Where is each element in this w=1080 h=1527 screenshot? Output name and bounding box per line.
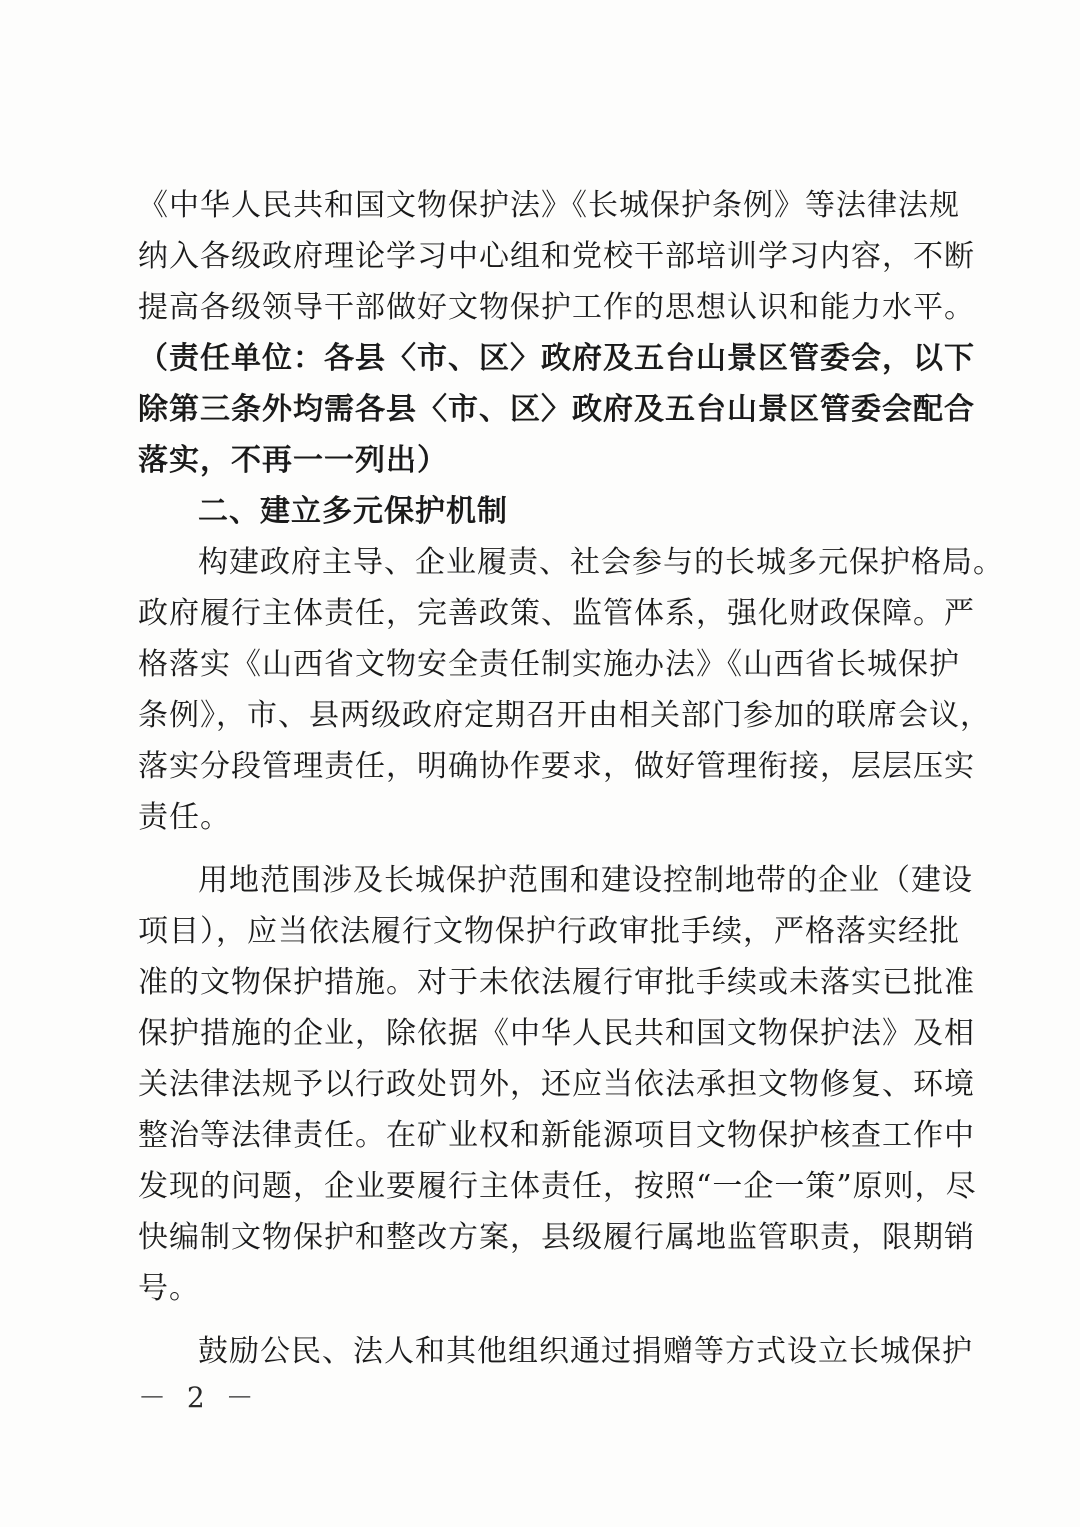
- body-line: 落实分段管理责任，明确协作要求，做好管理衔接，层层压实: [138, 749, 975, 784]
- body-line: 号。: [138, 1271, 200, 1306]
- body-line: 发现的问题，企业要履行主体责任，按照“一企一策”原则，尽: [138, 1169, 977, 1204]
- body-line: 关法律法规予以行政处罚外，还应当依法承担文物修复、环境: [138, 1067, 975, 1102]
- body-line: 用地范围涉及长城保护范围和建设控制地带的企业（建设: [198, 863, 973, 898]
- body-line: 构建政府主导、企业履责、社会参与的长城多元保护格局。: [198, 545, 1004, 580]
- body-line: 项目），应当依法履行文物保护行政审批手续，严格落实经批: [138, 914, 960, 949]
- body-line: 格落实《山西省文物安全责任制实施办法》《山西省长城保护: [138, 647, 960, 682]
- section-heading: 二、建立多元保护机制: [198, 494, 508, 529]
- body-line: 鼓励公民、法人和其他组织通过捐赠等方式设立长城保护: [198, 1334, 973, 1369]
- body-line: 整治等法律责任。在矿业权和新能源项目文物保护核查工作中: [138, 1118, 975, 1153]
- body-line: 纳入各级政府理论学习中心组和党校干部培训学习内容，不断: [138, 239, 975, 274]
- responsibility-note-line: 除第三条外均需各县〈市、区〉政府及五台山景区管委会配合: [138, 392, 975, 427]
- body-line: 条例》，市、县两级政府定期召开由相关部门参加的联席会议，: [138, 698, 991, 733]
- body-line: 责任。: [138, 800, 231, 835]
- body-line: 政府履行主体责任，完善政策、监管体系，强化财政保障。严: [138, 596, 975, 631]
- body-line: 准的文物保护措施。对于未依法履行审批手续或未落实已批准: [138, 965, 975, 1000]
- body-line: 《中华人民共和国文物保护法》《长城保护条例》等法律法规: [138, 188, 960, 223]
- document-body: [138, 180, 1004, 1377]
- body-line: 保护措施的企业，除依据《中华人民共和国文物保护法》及相: [138, 1016, 975, 1051]
- page-number: － 2 －: [138, 1381, 260, 1414]
- responsibility-note-line: （责任单位：各县〈市、区〉政府及五台山景区管委会，以下: [138, 341, 975, 376]
- responsibility-note-line: 落实，不再一一列出）: [138, 443, 448, 478]
- body-line: 提高各级领导干部做好文物保护工作的思想认识和能力水平。: [138, 290, 975, 325]
- body-line: 快编制文物保护和整改方案，县级履行属地监管职责，限期销: [138, 1220, 975, 1255]
